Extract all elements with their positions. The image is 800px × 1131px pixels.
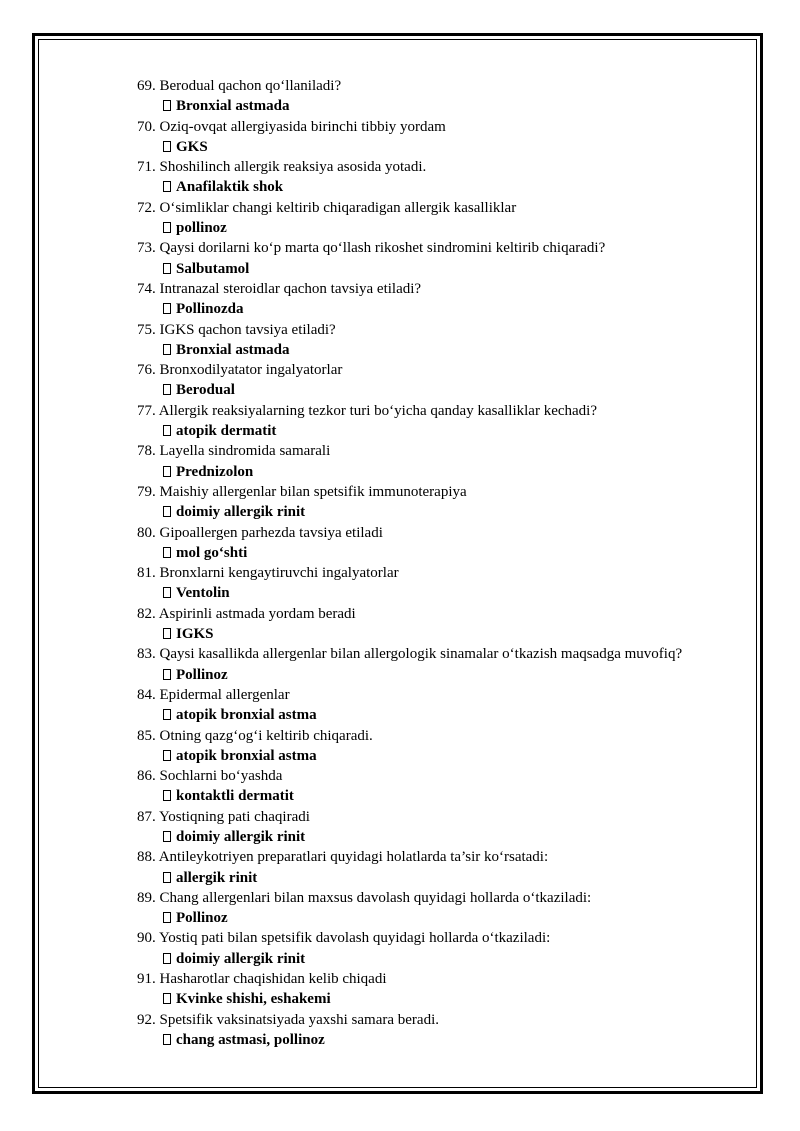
question-item: [137, 685, 737, 726]
answer-text: doimiy allergik rinit: [176, 950, 306, 967]
question-line: [137, 482, 737, 502]
question-text: Hasharotlar chaqishidan kelib chiqadi: [159, 971, 387, 988]
question-number: 80.: [137, 524, 156, 541]
question-line: [137, 238, 737, 258]
question-item: [137, 766, 737, 807]
answer-marker-icon: [163, 831, 171, 842]
question-number: 79.: [137, 483, 156, 500]
question-number: 71.: [137, 159, 156, 176]
question-number: 83.: [137, 646, 156, 663]
question-line: [137, 157, 737, 177]
question-text: Layella sindromida samarali: [159, 443, 331, 460]
answer-marker-icon: [163, 628, 171, 639]
question-text: Yostiq pati bilan spetsifik davolash quyidagi hollarda o‘tkaziladi:: [158, 930, 551, 947]
question-line: [137, 401, 737, 421]
answer-text: doimiy allergik rinit: [176, 828, 306, 845]
answer-marker-icon: [163, 993, 171, 1004]
question-line: [137, 726, 737, 746]
question-text: Gipoallergen parhezda tavsiya etiladi: [159, 524, 383, 541]
question-item: [137, 563, 737, 604]
answer-marker-icon: [163, 790, 171, 801]
answer-text: Berodual: [176, 382, 235, 399]
question-line: [137, 523, 737, 543]
question-number: 86.: [137, 768, 156, 785]
question-line: [137, 117, 737, 137]
question-text: Oziq-ovqat allergiyasida birinchi tibbiy yordam: [159, 118, 446, 135]
question-line: [137, 76, 737, 96]
question-number: 73.: [137, 240, 156, 257]
answer-marker-icon: [163, 181, 171, 192]
answer-line: [137, 705, 737, 725]
question-line: [137, 847, 737, 867]
answer-marker-icon: [163, 425, 171, 436]
answer-line: [137, 989, 737, 1009]
answer-text: Anafilaktik shok: [176, 179, 284, 196]
answer-line: [137, 1030, 737, 1050]
answer-marker-icon: [163, 953, 171, 964]
question-number: 78.: [137, 443, 156, 460]
answer-text: IGKS: [176, 626, 214, 643]
question-item: [137, 847, 737, 888]
answer-marker-icon: [163, 547, 171, 558]
answer-line: [137, 96, 737, 116]
question-line: [137, 279, 737, 299]
answer-line: [137, 868, 737, 888]
answer-line: [137, 137, 737, 157]
question-item: [137, 807, 737, 848]
answer-text: GKS: [176, 138, 208, 155]
question-item: [137, 604, 737, 645]
question-list: [137, 76, 737, 1050]
question-text: Chang allergenlari bilan maxsus davolash quyidagi hollarda o‘tkaziladi:: [159, 889, 592, 906]
question-item: [137, 928, 737, 969]
question-text: Shoshilinch allergik reaksiya asosida yotadi.: [159, 159, 427, 176]
question-item: [137, 1010, 737, 1051]
answer-text: Prednizolon: [176, 463, 254, 480]
answer-text: Pollinoz: [176, 666, 228, 683]
question-text: Bronxodilyatator ingalyatorlar: [159, 362, 343, 379]
question-item: [137, 401, 737, 442]
question-item: [137, 523, 737, 564]
question-text: Epidermal allergenlar: [159, 686, 290, 703]
answer-text: Salbutamol: [176, 260, 250, 277]
question-number: 74.: [137, 280, 156, 297]
answer-text: Kvinke shishi, eshakemi: [176, 991, 331, 1008]
answer-line: [137, 177, 737, 197]
question-text: Intranazal steroidlar qachon tavsiya etiladi?: [159, 280, 422, 297]
question-text: Aspirinli astmada yordam beradi: [158, 605, 356, 622]
question-line: [137, 685, 737, 705]
question-number: 81.: [137, 565, 156, 582]
answer-text: atopik bronxial astma: [176, 707, 317, 724]
question-line: [137, 198, 737, 218]
question-number: 90.: [137, 930, 156, 947]
question-line: [137, 604, 737, 624]
answer-text: pollinoz: [176, 220, 227, 237]
question-text: Otning qazg‘og‘i keltirib chiqaradi.: [159, 727, 373, 744]
question-text: IGKS qachon tavsiya etiladi?: [159, 321, 336, 338]
question-item: [137, 198, 737, 239]
answer-text: Bronxial astmada: [176, 98, 290, 115]
question-text: Sochlarni bo‘yashda: [159, 768, 283, 785]
answer-marker-icon: [163, 872, 171, 883]
answer-marker-icon: [163, 709, 171, 720]
question-line: [137, 360, 737, 380]
question-number: 92.: [137, 1011, 156, 1028]
answer-line: [137, 746, 737, 766]
question-text: Bronxlarni kengaytiruvchi ingalyatorlar: [159, 565, 399, 582]
question-number: 70.: [137, 118, 156, 135]
answer-text: Ventolin: [176, 585, 230, 602]
answer-marker-icon: [163, 263, 171, 274]
question-item: [137, 238, 737, 279]
answer-marker-icon: [163, 466, 171, 477]
question-item: [137, 644, 737, 685]
answer-line: [137, 218, 737, 238]
question-item: [137, 157, 737, 198]
answer-marker-icon: [163, 141, 171, 152]
answer-line: [137, 908, 737, 928]
question-number: 91.: [137, 971, 156, 988]
question-line: [137, 441, 737, 461]
answer-line: [137, 786, 737, 806]
question-number: 69.: [137, 78, 156, 94]
question-line: [137, 563, 737, 583]
question-number: 77.: [137, 402, 156, 419]
question-text: Antileykotriyen preparatlari quyidagi holatlarda ta’sir ko‘rsatadi:: [158, 849, 549, 866]
question-item: [137, 360, 737, 401]
question-text: Berodual qachon qo‘llaniladi?: [159, 78, 342, 94]
answer-text: allergik rinit: [176, 869, 258, 886]
answer-marker-icon: [163, 506, 171, 517]
question-number: 88.: [137, 849, 156, 866]
answer-text: Bronxial astmada: [176, 341, 290, 358]
question-number: 76.: [137, 362, 156, 379]
answer-text: Pollinozda: [176, 301, 244, 318]
answer-marker-icon: [163, 222, 171, 233]
question-item: [137, 441, 737, 482]
answer-marker-icon: [163, 750, 171, 761]
question-number: 85.: [137, 727, 156, 744]
answer-line: [137, 502, 737, 522]
question-item: [137, 726, 737, 767]
question-number: 75.: [137, 321, 156, 338]
question-text: Allergik reaksiyalarning tezkor turi bo‘yicha qanday kasalliklar kechadi?: [158, 402, 597, 419]
question-number: 82.: [137, 605, 156, 622]
answer-marker-icon: [163, 344, 171, 355]
answer-marker-icon: [163, 587, 171, 598]
answer-marker-icon: [163, 384, 171, 395]
answer-marker-icon: [163, 1034, 171, 1045]
answer-line: [137, 421, 737, 441]
question-text: O‘simliklar changi keltirib chiqaradigan allergik kasalliklar: [159, 199, 517, 216]
question-number: 72.: [137, 199, 156, 216]
answer-text: kontaktli dermatit: [176, 788, 294, 805]
question-item: [137, 888, 737, 929]
question-number: 84.: [137, 686, 156, 703]
answer-line: [137, 340, 737, 360]
question-text: Qaysi kasallikda allergenlar bilan allergologik sinamalar o‘tkazish maqsadga muvofiq?: [159, 646, 683, 663]
question-text: Qaysi dorilarni ko‘p marta qo‘llash rikoshet sindromini keltirib chiqaradi?: [159, 240, 606, 257]
question-line: [137, 807, 737, 827]
question-number: 89.: [137, 889, 156, 906]
question-item: [137, 320, 737, 361]
answer-marker-icon: [163, 100, 171, 111]
question-line: [137, 888, 737, 908]
question-item: [137, 76, 737, 117]
question-line: [137, 320, 737, 340]
answer-line: [137, 462, 737, 482]
answer-text: atopik bronxial astma: [176, 747, 317, 764]
answer-text: doimiy allergik rinit: [176, 504, 306, 521]
answer-line: [137, 259, 737, 279]
question-line: [137, 969, 737, 989]
question-item: [137, 482, 737, 523]
answer-line: [137, 949, 737, 969]
question-text: Yostiqning pati chaqiradi: [158, 808, 310, 825]
answer-line: [137, 827, 737, 847]
question-item: [137, 117, 737, 158]
question-item: [137, 279, 737, 320]
answer-line: [137, 299, 737, 319]
answer-text: chang astmasi, pollinoz: [176, 1031, 325, 1048]
answer-marker-icon: [163, 912, 171, 923]
question-item: [137, 969, 737, 1010]
question-line: [137, 644, 737, 664]
answer-line: [137, 624, 737, 644]
answer-line: [137, 583, 737, 603]
answer-line: [137, 380, 737, 400]
question-line: [137, 928, 737, 948]
answer-marker-icon: [163, 669, 171, 680]
question-line: [137, 766, 737, 786]
answer-text: atopik dermatit: [176, 423, 277, 440]
question-text: Spetsifik vaksinatsiyada yaxshi samara beradi.: [159, 1011, 440, 1028]
answer-text: Pollinoz: [176, 910, 228, 927]
answer-line: [137, 543, 737, 563]
question-number: 87.: [137, 808, 156, 825]
answer-text: mol go‘shti: [176, 544, 248, 561]
answer-marker-icon: [163, 303, 171, 314]
question-line: [137, 1010, 737, 1030]
answer-line: [137, 665, 737, 685]
question-text: Maishiy allergenlar bilan spetsifik immunoterapiya: [159, 483, 467, 500]
